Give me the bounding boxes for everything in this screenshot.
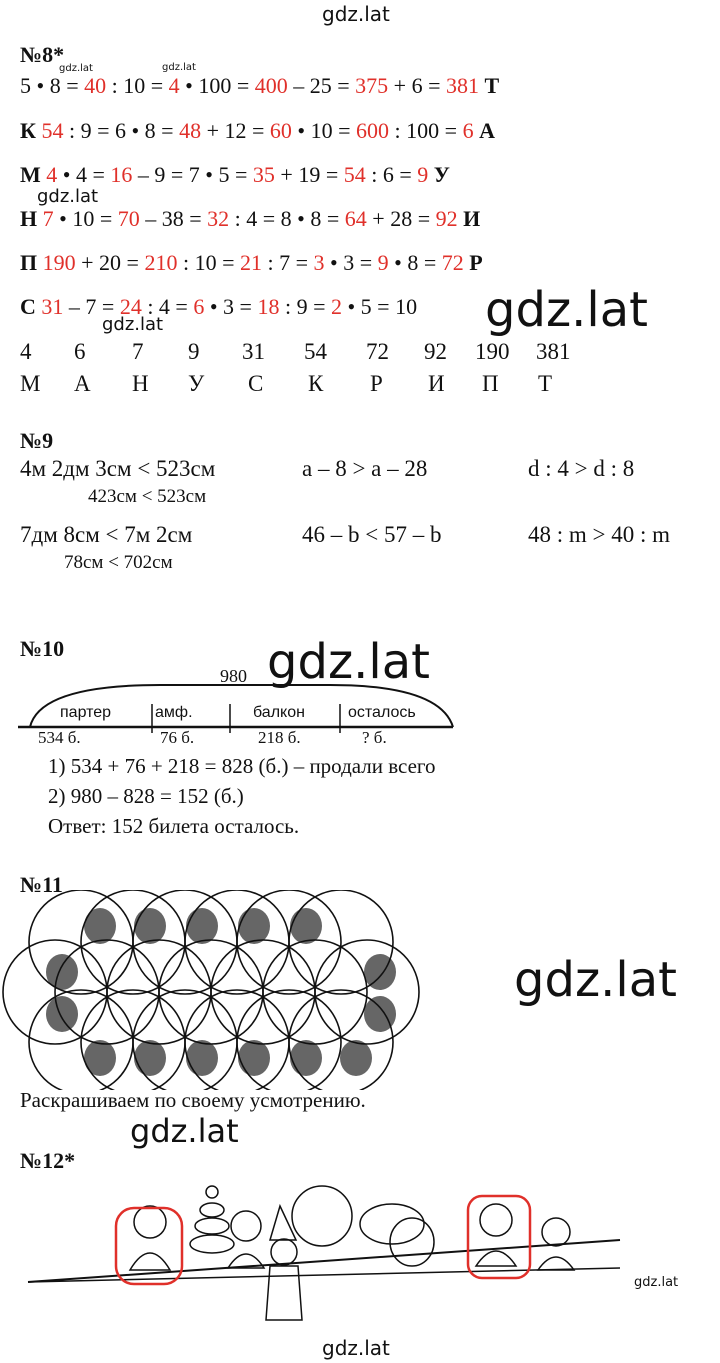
answer-value: 190 <box>42 250 76 275</box>
task9-item-3: d : 4 > d : 8 <box>528 456 635 481</box>
expression-text: • 100 = <box>179 73 255 98</box>
row-letter: С <box>20 294 36 319</box>
answer-number: 4 <box>20 339 32 364</box>
expression-text: : 10 = <box>177 250 240 275</box>
answer-number: 190 <box>475 339 510 364</box>
expression-text: : 9 = <box>279 294 331 319</box>
segment-label-remaining: осталось <box>348 704 416 721</box>
answer-value: 60 <box>269 118 292 143</box>
expression-text: + 6 = <box>388 73 446 98</box>
answer-letter: П <box>482 371 499 396</box>
expression-text: – 25 = <box>287 73 356 98</box>
shaded-segment <box>364 954 396 990</box>
expression-text: : 10 = <box>106 73 169 98</box>
pig-icon <box>360 1204 424 1244</box>
watermark-small-2: gdz.lat <box>162 62 196 73</box>
expression-text: • 5 = 10 <box>341 294 418 319</box>
expression-text: : 4 = <box>141 294 194 319</box>
task11-caption: Раскрашиваем по своему усмотрению. <box>20 1088 366 1112</box>
watermark-large-1: gdz.lat <box>485 282 648 338</box>
segment-value-balcony: 218 б. <box>258 728 301 747</box>
expression-text: • 10 = <box>291 118 357 143</box>
task12-title: №12* <box>20 1148 76 1173</box>
task11-title: №11 <box>20 872 63 897</box>
expression-text: – 7 = <box>63 294 120 319</box>
answer-value: 600 <box>356 118 390 143</box>
task8-title: №8* <box>20 42 65 67</box>
shaded-segment <box>186 1040 218 1076</box>
expression-text: • 8 = <box>388 250 442 275</box>
result-letter: У <box>433 162 450 187</box>
shaded-segment <box>134 908 166 944</box>
answer-value: 2 <box>330 294 342 319</box>
answer-value: 16 <box>110 162 133 187</box>
answer-value: 54 <box>41 118 64 143</box>
expression-text: : 9 = 6 • 8 = <box>63 118 180 143</box>
answer-number: 381 <box>536 339 571 364</box>
ring-pyramid-icon <box>190 1186 234 1253</box>
segment-label-amphitheatre: амф. <box>155 704 193 721</box>
task9-item-6: 48 : m > 40 : m <box>528 522 671 547</box>
row-letter: М <box>20 162 41 187</box>
answer-number: 9 <box>188 339 200 364</box>
expression-text: : 7 = <box>261 250 314 275</box>
answer-number: 7 <box>132 339 144 364</box>
row-letter: П <box>20 250 38 275</box>
answer-value: 6 <box>193 294 205 319</box>
expression-text: : 4 = 8 • 8 = <box>229 206 345 231</box>
expression-text: : 100 = <box>389 118 463 143</box>
answer-letter: А <box>74 371 91 396</box>
toys-illustration <box>0 1170 720 1330</box>
answer-value: 3 <box>313 250 325 275</box>
result-letter: А <box>479 118 495 143</box>
answer-value: 7 <box>42 206 54 231</box>
task9-item-2: a – 8 > a – 28 <box>302 456 428 481</box>
task9-title: №9 <box>20 428 54 453</box>
segment-value-parterre: 534 б. <box>38 728 81 747</box>
segment-value-amphitheatre: 76 б. <box>160 728 195 747</box>
task10-total: 980 <box>220 666 247 686</box>
expression-text: 5 • 8 = <box>20 73 85 98</box>
shaded-segment <box>46 996 78 1032</box>
watermark-bottom: gdz.lat <box>322 1336 390 1360</box>
expression-text: – 38 = <box>139 206 208 231</box>
answer-value: 72 <box>441 250 464 275</box>
shaded-segment <box>134 1040 166 1076</box>
answer-value: 24 <box>119 294 142 319</box>
answer-value: 400 <box>254 73 288 98</box>
cow-icon <box>390 1218 434 1266</box>
ball-icon <box>292 1186 352 1246</box>
solution-step-2: 2) 980 – 828 = 152 (б.) <box>48 784 244 808</box>
answer-value: 18 <box>257 294 280 319</box>
answer-letter: М <box>20 371 41 396</box>
shaded-segment <box>238 1040 270 1076</box>
task10-title: №10 <box>20 636 65 661</box>
expression-text: + 12 = <box>201 118 270 143</box>
answer-value: 54 <box>343 162 366 187</box>
task9-item-5: 46 – b < 57 – b <box>302 522 442 547</box>
segment-label-balcony: балкон <box>253 704 305 721</box>
answer-value: 9 <box>417 162 429 187</box>
answer-value: 381 <box>446 73 479 98</box>
answer-value: 48 <box>179 118 202 143</box>
watermark-top: gdz.lat <box>322 2 390 26</box>
watermark-small-1: gdz.lat <box>59 63 93 74</box>
segment-value-remaining: ? б. <box>362 728 387 747</box>
answer-value: 4 <box>168 73 180 98</box>
solution-answer: Ответ: 152 билета осталось. <box>48 814 300 838</box>
expression-text: • 3 = <box>204 294 258 319</box>
expression-text: – 9 = 7 • 5 = <box>132 162 253 187</box>
answer-value: 6 <box>462 118 474 143</box>
solution-step-1: 1) 534 + 76 + 218 = 828 (б.) – продали всего <box>48 754 436 778</box>
answer-value: 9 <box>377 250 389 275</box>
answer-value: 21 <box>239 250 262 275</box>
task9-item-4: 7дм 8см < 7м 2см <box>20 522 193 547</box>
answer-value: 92 <box>435 206 458 231</box>
expression-text: + 19 = <box>274 162 344 187</box>
answer-value: 4 <box>46 162 58 187</box>
watermark-small-5: gdz.lat <box>634 1275 679 1290</box>
result-letter: Р <box>469 250 483 275</box>
answer-letter: Т <box>538 371 553 396</box>
answer-value: 31 <box>41 294 64 319</box>
answer-number: 6 <box>74 339 86 364</box>
expression-text: • 10 = <box>53 206 118 231</box>
answer-letter: С <box>248 371 264 396</box>
watermark-small-3: gdz.lat <box>37 186 99 207</box>
answer-letter: К <box>308 371 324 396</box>
answer-number: 72 <box>366 339 389 364</box>
doll-icon <box>476 1204 516 1266</box>
answer-letter: И <box>428 371 445 396</box>
segment-label-parterre: партер <box>60 704 112 721</box>
answer-value: 375 <box>355 73 389 98</box>
watermark-large-2: gdz.lat <box>267 634 430 690</box>
answer-value: 35 <box>252 162 275 187</box>
doll-icon <box>130 1206 170 1270</box>
answer-letter: У <box>188 371 205 396</box>
answer-number: 31 <box>242 339 265 364</box>
expression-text: • 3 = <box>324 250 378 275</box>
answer-number: 92 <box>424 339 447 364</box>
expression-text: + 20 = <box>75 250 145 275</box>
circle-pattern <box>0 890 720 1090</box>
answer-value: 70 <box>117 206 140 231</box>
expression-text: : 6 = <box>365 162 418 187</box>
shaded-segment <box>186 908 218 944</box>
answer-value: 40 <box>84 73 107 98</box>
doll-icon <box>228 1211 264 1268</box>
task9-item-1-check: 423см < 523см <box>88 486 207 507</box>
answer-letter: Н <box>132 371 149 396</box>
task9-item-1: 4м 2дм 3см < 523см <box>20 456 216 481</box>
result-letter: Т <box>484 73 500 98</box>
watermark-small-4: gdz.lat <box>102 314 164 335</box>
answer-value: 64 <box>344 206 367 231</box>
answer-value: 210 <box>144 250 178 275</box>
task9-item-4-check: 78см < 702см <box>64 552 173 573</box>
answer-value: 32 <box>207 206 230 231</box>
expression-text: • 4 = <box>57 162 111 187</box>
expression-text: + 28 = <box>366 206 436 231</box>
shaded-segment <box>340 1040 372 1076</box>
answer-letter: Р <box>370 371 383 396</box>
watermark-medium: gdz.lat <box>130 1112 239 1150</box>
watermark-large-3: gdz.lat <box>514 952 677 1008</box>
shaded-segment <box>290 1040 322 1076</box>
shaded-segment <box>238 908 270 944</box>
shaded-segment <box>290 908 322 944</box>
answer-number: 54 <box>304 339 327 364</box>
result-letter: И <box>463 206 481 231</box>
row-letter: К <box>20 118 36 143</box>
row-letter: Н <box>20 206 38 231</box>
